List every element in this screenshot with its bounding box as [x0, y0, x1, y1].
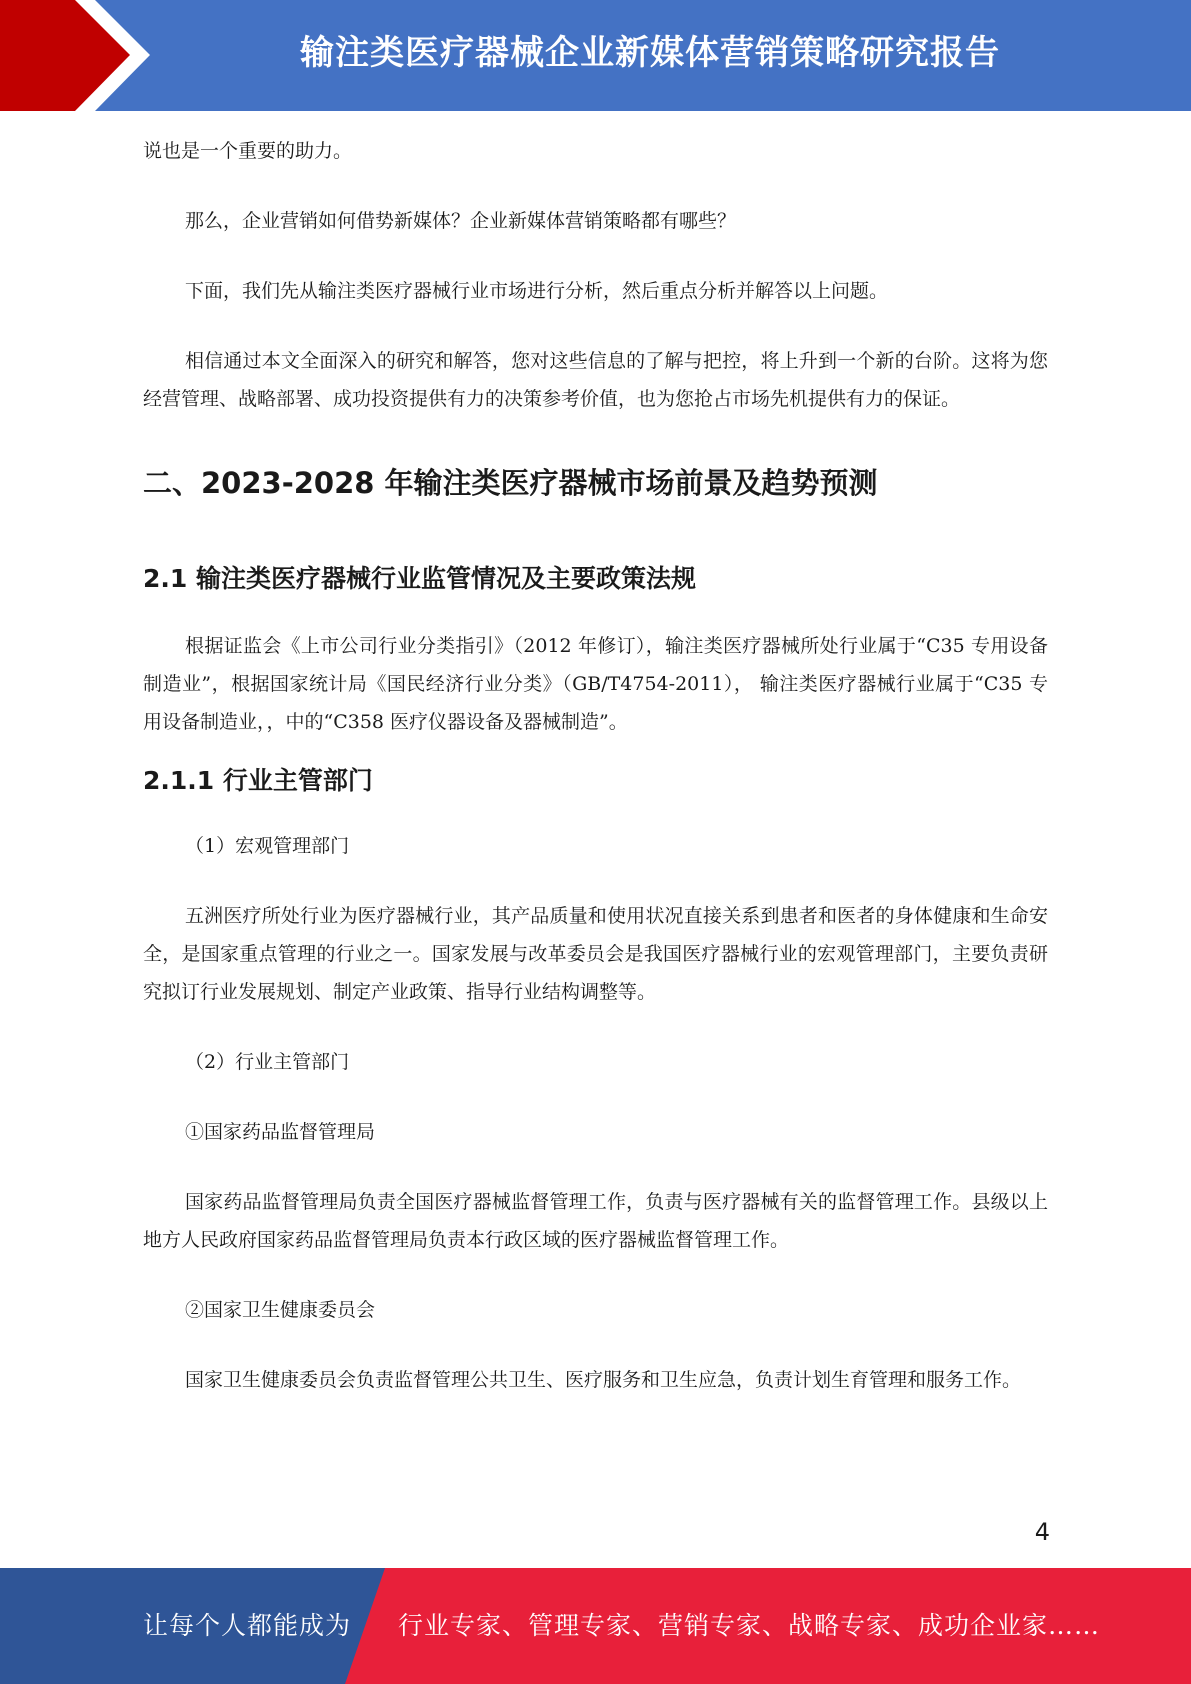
report-title: 输注类医疗器械企业新媒体营销策略研究报告 — [300, 33, 1000, 73]
page-number: 4 — [1034, 1518, 1050, 1546]
paragraph-question: 那么，企业营销如何借势新媒体？企业新媒体营销策略都有哪些？ — [185, 210, 737, 232]
page-header — [0, 0, 1191, 111]
footer-slogan-left: 让每个人都能成为 — [143, 1611, 352, 1640]
footer-slogan-right: 行业专家、管理专家、营销专家、战略专家、成功企业家…… — [398, 1611, 1101, 1640]
paragraph-nhc-title: ②国家卫生健康委员会 — [185, 1299, 376, 1321]
document-body — [143, 132, 1048, 1399]
subsection-heading-2-1: 2.1 输注类医疗器械行业监管情况及主要政策法规 — [143, 564, 696, 593]
paragraph-value: 相信通过本文全面深入的研究和解答，您对这些信息的了解与把控，将上升到一个新的台阶。这将为您经营管理、战略部署、成功投资提供有力的决策参考价值，也为您抢占市场先机提供有力的保证。 — [143, 350, 1048, 410]
paragraph-nmpa-desc: 国家药品监督管理局负责全国医疗器械监督管理工作，负责与医疗器械有关的监督管理工作。县级以上地方人民政府国家药品监督管理局负责本行政区域的医疗器械监督管理工作。 — [143, 1191, 1048, 1251]
paragraph-nmpa-title: ①国家药品监督管理局 — [185, 1121, 376, 1143]
paragraph-continuation: 说也是一个重要的助力。 — [143, 140, 353, 162]
paragraph-intro: 下面，我们先从输注类医疗器械行业市场进行分析，然后重点分析并解答以上问题。 — [185, 280, 889, 302]
subsection-heading-2-1-1: 2.1.1 行业主管部门 — [143, 766, 373, 795]
paragraph-industry-dept: （2）行业主管部门 — [185, 1051, 350, 1073]
page-footer — [0, 1568, 1191, 1684]
section-heading-2: 二、2023-2028 年输注类医疗器械市场前景及趋势预测 — [143, 466, 878, 500]
paragraph-macro-desc: 五洲医疗所处行业为医疗器械行业，其产品质量和使用状况直接关系到患者和医者的身体健康和生命安全，是国家重点管理的行业之一。国家发展与改革委员会是我国医疗器械行业的宏观管理部门，主要负责研究拟订行业发展规划、制定产业政策、指导行业结构调整等。 — [143, 905, 1048, 1003]
paragraph-macro-dept: （1）宏观管理部门 — [185, 835, 350, 857]
paragraph-classification: 根据证监会《上市公司行业分类指引》（2012 年修订），输注类医疗器械所处行业属于“C35 专用设备制造业”，根据国家统计局《国民经济行业分类》（GB/T4754-2011）， 输注类医疗器械行业属于“C35 专用设备制造业，，中的“C358 医疗仪器设备及器械制造”。 — [143, 635, 1048, 733]
paragraph-nhc-desc: 国家卫生健康委员会负责监督管理公共卫生、医疗服务和卫生应急，负责计划生育管理和服务工作。 — [185, 1369, 1022, 1391]
